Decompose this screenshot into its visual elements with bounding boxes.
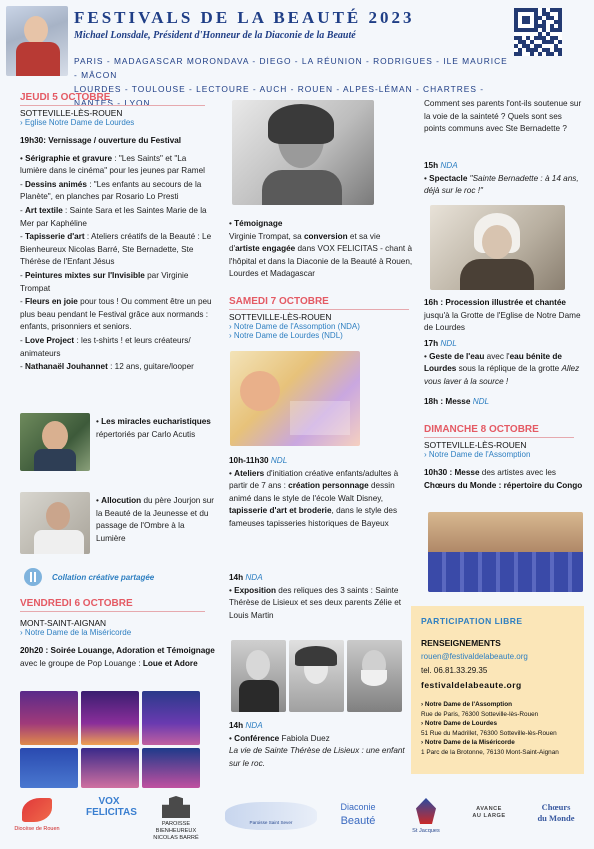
bernadette-photo (430, 205, 565, 290)
place-name: SOTTEVILLE-LÈS-ROUEN (20, 108, 123, 118)
jeudi-item: - Peintures mixtes sur l'Invisible par Virginie Trompat (20, 270, 189, 293)
exposition-event: 14h NDA • Exposition des reliques des 3 saints : Sainte Thérèse de Lisieux et ses deux parents Zélie et Louis Martin (229, 573, 402, 620)
concert-photo-1 (20, 691, 78, 745)
jeudi-section (20, 92, 215, 375)
participation-label: PARTICIPATION LIBRE (421, 616, 523, 626)
renseignements-label: RENSEIGNEMENTS (421, 638, 501, 648)
qr-code-icon[interactable] (514, 8, 562, 56)
louange-event: 20h20 : Soirée Louange, Adoration et Témoignage avec le groupe de Pop Louange : Loue et Adore (20, 646, 215, 668)
concert-photo-3 (142, 691, 200, 745)
temoignage-text: • Témoignage Virginie Trompat, sa conversion et sa vie d'artiste engagée dans VOX FELICITAS - chant à l'hôpital et dans la Diaconie de la Beauté à Rouen, Lourdes et Madagascar (229, 219, 413, 279)
jeudi-item: • Sérigraphie et gravure : "Les Saints" et "La lumière dans le cinéma" pour les jeunes par Ramel (20, 153, 205, 176)
place-name: MONT-SAINT-AIGNAN (20, 618, 107, 628)
geste-eau-event: 17h NDL • Geste de l'eau avec l'eau bénite de Lourdes sous la réplique de la grotte Allez vous laver à la source ! (424, 339, 580, 386)
phone-number: tel. 06.81.33.29.35 (421, 666, 488, 675)
jeudi-item: - Fleurs en joie pour tous ! Ou comment être un peu plus beau pendant le Festival grâce aux normands : enfants, prisonniers et seniors. (20, 297, 212, 332)
venue-link-nda[interactable]: › Notre Dame de l'Assomption (NDA) (229, 322, 360, 331)
day-heading: JEUDI 5 OCTOBRE (20, 92, 111, 103)
page-subtitle: Michael Lonsdale, Président d'Honneur de la Diaconie de la Beauté (74, 30, 356, 41)
choeurs-du-monde-photo (428, 512, 583, 592)
day-heading: SAMEDI 7 OCTOBRE (229, 296, 329, 307)
procession-event: 16h : Procession illustrée et chantée jusqu'à la Grotte de l'Eglise de Notre Dame de Lourdes (424, 298, 581, 333)
footer-logos (0, 790, 594, 849)
carlo-acutis-photo (20, 413, 90, 471)
page-title: FESTIVALS DE LA BEAUTÉ 2023 (74, 8, 415, 27)
concert-photo-4 (20, 748, 78, 788)
place-name: SOTTEVILLE-LÈS-ROUEN (229, 312, 332, 322)
place-name: SOTTEVILLE-LÈS-ROUEN (424, 440, 527, 450)
festival-places: PARIS - MADAGASCAR MORONDAVA - DIEGO - LA RÉUNION - RODRIGUES - ILE MAURICE - MÂCON LOURDES - TOULOUSE - LECTOURE - AUCH - ROUEN - ALPES-LÉMAN - CHARTRES - NANTES - LYON (74, 56, 508, 108)
venue-link[interactable]: › Notre Dame de l'Assomption (424, 450, 531, 459)
choeurs-du-monde-logo: Chœurs du Monde (537, 802, 575, 823)
spectacle-event: 15h NDA • Spectacle "Sainte Bernadette : à 14 ans, déjà sur le roc !" (424, 161, 579, 196)
zelie-martin-photo (231, 640, 286, 712)
pere-jourjon-photo (20, 492, 90, 554)
day-heading: DIMANCHE 8 OCTOBRE (424, 424, 539, 435)
avance-au-large-logo: AVANCE AU LARGE (472, 806, 506, 819)
website-link[interactable]: festivaldelabeaute.org (421, 680, 522, 690)
dimanche-section (424, 424, 584, 492)
addresses: › Notre Dame de l'Assomption Rue de Paris, 76300 Sotteville-lès-Rouen › Notre Dame de Lourdes 51 Rue du Madrillet, 76300 Sotteville-lès-Rouen › Notre Dame de la Miséricorde 1 Parc de la Brotonne, 76130 Mont-Saint-Aignan (421, 701, 559, 756)
conference-event: 14h NDA • Conférence Fabiola Duez La vie de Sainte Thérèse de Lisieux : une enfant sur le roc. (229, 721, 405, 768)
messe-dimanche: 10h30 : Messe des artistes avec les Chœurs du Monde : répertoire du Congo (424, 468, 583, 490)
info-box (411, 606, 584, 774)
collation-label: Collation créative partagée (52, 573, 155, 582)
venue-link[interactable]: › Notre Dame de la Miséricorde (20, 628, 132, 637)
opening-event: 19h30: Vernissage / ouverture du Festival (20, 136, 182, 145)
atelier-photo (230, 351, 360, 446)
email-link[interactable]: rouen@festivaldelabeaute.org (421, 652, 528, 661)
miracles-text: • Les miracles eucharistiques répertoriés par Carlo Acutis (96, 417, 211, 439)
saint-sever-logo: Paroisse Saint Sever (225, 802, 317, 830)
jeudi-item: - Dessins animés : "Les enfants au secours de la Planète", en planches par Rosario Lo Presti (20, 179, 202, 202)
diaconie-beaute-logo: Diaconie Beauté (340, 802, 376, 827)
therese-lisieux-photo (289, 640, 344, 712)
vox-felicitas-logo: VOX FELICITAS (86, 796, 137, 818)
concert-photo-5 (81, 748, 139, 788)
venue-link[interactable]: › Eglise Notre Dame de Lourdes (20, 118, 135, 127)
jeudi-item: - Nathanaël Jouhannet : 12 ans, guitare/looper (20, 362, 194, 372)
virginie-trompat-photo (232, 100, 374, 205)
allocution-text: • Allocution du père Jourjon sur la Beauté de la Jeunesse et du passage de l'Ombre à la Lumière (96, 496, 215, 543)
atelier-event: 10h-11h30 NDL • Ateliers d'initiation créative enfants/adultes à partir de 7 ans : création personnage dessin animé dans le style de l'école Walt Disney, tapisserie d'art et broderie, dans le style des fameuses tapisseries historiques de Bayeux (229, 456, 399, 528)
samedi-section (229, 296, 413, 340)
vendredi-section (20, 598, 215, 670)
cutlery-icon (24, 568, 42, 586)
st-jacques-logo: St Jacques (404, 796, 448, 840)
concert-photo-2 (81, 691, 139, 745)
paroisse-logo: PAROISSE BIENHEUREUX NICOLAS BARRÉ (146, 794, 206, 842)
louis-martin-photo (347, 640, 402, 712)
question-text: Comment ses parents l'ont-ils soutenue sur la voie de la sainteté ? Quels sont ses points communs avec Ste Bernadette ? (424, 99, 582, 134)
day-heading: VENDREDI 6 OCTOBRE (20, 598, 133, 609)
diocese-logo: Diocèse de Rouen (14, 796, 60, 838)
michael-lonsdale-photo (6, 6, 68, 76)
jeudi-item: - Art textile : Sainte Sara et les Saintes Marie de la Mer par Kaphéline (20, 205, 207, 228)
messe-samedi: 18h : Messe NDL (424, 397, 490, 406)
venue-link-ndl[interactable]: › Notre Dame de Lourdes (NDL) (229, 331, 343, 340)
jeudi-items-list (20, 153, 215, 374)
concert-photo-6 (142, 748, 200, 788)
jeudi-item: - Love Project : les t-shirts ! et leurs créateurs/ animateurs (20, 335, 191, 358)
jeudi-item: - Tapisserie d'art : Ateliers créatifs de la Beauté : Le Bienheureux Nicolas Barré, Ste Bernadette, Ste Thérèse de l'Enfant Jésus (20, 232, 212, 267)
